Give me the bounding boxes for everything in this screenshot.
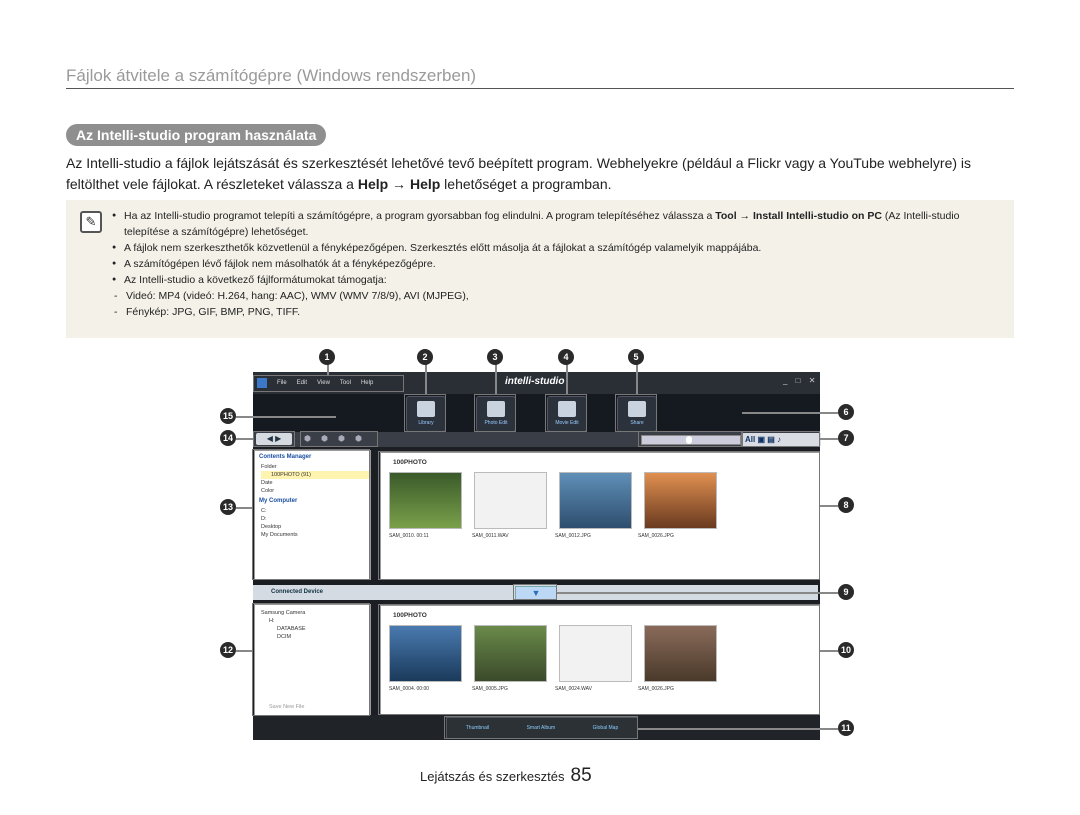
leader-15 (236, 416, 336, 418)
tree-my-documents[interactable]: My Documents (261, 532, 298, 538)
callout-5: 5 (628, 349, 644, 365)
note-item-2: ● A fájlok nem szerkeszthetők közvetlenül a fényképezőgépen. Szerkesztés előtt másolja át a fájlokat a számítógép valamelyik mappájába. (112, 240, 1002, 256)
leader-9 (557, 592, 838, 594)
leader-8 (820, 505, 838, 507)
tree-100photo[interactable]: 100PHOTO (91) (261, 471, 370, 479)
caption-top-1: SAM_0010. 00:11 (389, 533, 429, 539)
frame-device-tree (252, 603, 370, 716)
caption-bottom-4: SAM_0026.JPG (638, 686, 674, 692)
leader-13 (236, 507, 252, 509)
frame-nav-arrows (253, 431, 295, 447)
share-label: Share (630, 420, 644, 426)
note-item-3: ● A számítógépen lévő fájlok nem másolhatók át a fényképezőgépre. (112, 256, 1002, 272)
page-number: 85 (570, 765, 592, 786)
note-dash-1: - Videó: MP4 (videó: H.264, hang: AAC), WMV (WMV 7/8/9), AVI (MJPEG), (112, 288, 1002, 304)
intro-arrow: → (388, 176, 410, 192)
tree-dcim[interactable]: DCIM (277, 634, 292, 640)
callout-2: 2 (417, 349, 433, 365)
leader-4 (566, 361, 568, 394)
collapse-down-button[interactable]: ▼ (515, 586, 557, 600)
caption-top-4: SAM_0026.JPG (638, 533, 674, 539)
callout-7: 7 (838, 430, 854, 446)
note-item-1 (112, 208, 1002, 240)
menu-file[interactable]: File (277, 380, 287, 386)
contents-manager-title: Contents Manager (259, 454, 312, 460)
thumbnail-view-button[interactable]: Thumbnail (465, 725, 490, 731)
back-forward-buttons[interactable]: ◀ ▶ (256, 433, 292, 445)
callout-10: 10 (838, 642, 854, 658)
intro-text-2: lehetőséget a programban. (440, 176, 612, 192)
library-label: Library (418, 420, 434, 426)
app-brand-logo: intelli-studio (505, 376, 565, 387)
menu-help[interactable]: Help (360, 380, 374, 386)
frame-slider (638, 431, 742, 447)
callout-6: 6 (838, 404, 854, 420)
my-computer-title: My Computer (259, 498, 298, 504)
window-controls[interactable]: _ □ ✕ (783, 376, 819, 385)
frame-movie-edit (545, 394, 587, 432)
note-1-text-a: Ha az Intelli-studio programot telepíti a számítógépre, a program gyorsabban fog elindulni. A program telepítéséhez válassza a (124, 210, 716, 222)
page-header-title: Fájlok átvitele a számítógépre (Windows rendszerben) (66, 66, 477, 85)
callout-15: 15 (220, 408, 236, 424)
note-1-tool: Tool (715, 210, 737, 222)
tool-row (253, 394, 820, 432)
pc-folder-title: 100PHOTO (393, 459, 427, 466)
tree-desktop[interactable]: Desktop (261, 524, 282, 530)
callout-4: 4 (558, 349, 574, 365)
callout-12: 12 (220, 642, 236, 658)
caption-bottom-3: SAM_0024.WAV (555, 686, 592, 692)
tree-folder[interactable]: Folder (261, 464, 277, 470)
leader-10 (820, 650, 838, 652)
callout-9: 9 (838, 584, 854, 600)
tree-drive-h[interactable]: H: (269, 618, 275, 624)
note-dash-2: - Fénykép: JPG, GIF, BMP, PNG, TIFF. (112, 304, 1002, 320)
caption-bottom-2: SAM_0005.JPG (472, 686, 508, 692)
frame-right-pane (378, 451, 820, 580)
leader-5 (636, 361, 638, 394)
connected-device-bar: Connected Device (253, 585, 818, 600)
callout-14: 14 (220, 430, 236, 446)
file-type-filters[interactable]: All ▣ ▤ ♪ (742, 433, 821, 446)
frame-nav-icons (300, 431, 378, 447)
header-divider (66, 88, 1014, 89)
note-1-install: Install Intelli-studio on PC (752, 210, 882, 222)
note-pencil-icon: ✎ (80, 211, 102, 233)
frame-view-buttons (444, 716, 638, 739)
intro-paragraph (66, 153, 1012, 195)
caption-top-3: SAM_0012.JPG (555, 533, 591, 539)
menu-view[interactable]: View (317, 380, 330, 386)
note-item-4: ● Az Intelli-studio a következő fájlformátumokat támogatja: (112, 272, 1002, 288)
caption-top-2: SAM_0011.WAV (472, 533, 509, 539)
intro-text-1: Az Intelli-studio a fájlok lejátszását és szerkesztését lehetővé tevő beépített program. Webhelyekre (például a Flickr vagy a YouTube webhelyre) is feltölthet vele fájlokat. A részleteket válassza a (66, 155, 972, 192)
frame-menu (253, 375, 404, 392)
tree-drive-d[interactable]: D: (261, 516, 267, 522)
smart-album-button[interactable]: Smart Album (526, 725, 556, 731)
tree-date[interactable]: Date (261, 480, 273, 486)
tree-color[interactable]: Color (261, 488, 275, 494)
note-list (112, 208, 1002, 320)
save-new-file-button[interactable]: Save New File (269, 704, 305, 710)
menu-tool[interactable]: Tool (339, 380, 351, 386)
leader-3 (495, 361, 497, 394)
frame-left-pane (252, 449, 370, 580)
intro-help-2: Help (409, 176, 441, 192)
note-1-arrow: → (736, 210, 753, 222)
global-map-button[interactable]: Global Map (592, 725, 619, 731)
footer-label: Lejátszás és szerkesztés (420, 769, 565, 784)
leader-14 (236, 438, 253, 440)
nav-action-icons[interactable]: ⬢⬢⬢⬢ (304, 434, 372, 443)
movie-edit-label: Movie Edit (555, 420, 579, 426)
menu-edit[interactable]: Edit (296, 380, 308, 386)
frame-share (615, 394, 657, 432)
callout-8: 8 (838, 497, 854, 513)
tree-samsung-camera[interactable]: Samsung Camera (261, 610, 306, 616)
callout-1: 1 (319, 349, 335, 365)
filter-all[interactable]: All (745, 435, 756, 444)
note-1-text-b: (Az Intelli-studio telepítése a számítógépre) lehetőséget. (124, 210, 960, 238)
caption-bottom-1: SAM_0004. 00:00 (389, 686, 430, 692)
tree-database[interactable]: DATABASE (277, 626, 306, 632)
frame-library (404, 394, 446, 432)
frame-filters (742, 431, 820, 447)
intro-help-1: Help (357, 176, 389, 192)
photo-edit-label: Photo Edit (484, 420, 508, 426)
leader-12 (236, 650, 252, 652)
frame-photo-edit (474, 394, 516, 432)
leader-6 (742, 412, 838, 414)
callout-11: 11 (838, 720, 854, 736)
section-title-pill: Az Intelli-studio program használata (66, 124, 326, 146)
tree-drive-c[interactable]: C: (261, 508, 267, 514)
leader-11 (638, 728, 838, 730)
frame-collapse (513, 584, 557, 600)
callout-13: 13 (220, 499, 236, 515)
leader-7 (820, 438, 838, 440)
page-footer (420, 765, 592, 787)
leader-2 (425, 361, 427, 394)
callout-3: 3 (487, 349, 503, 365)
frame-device-pane (378, 604, 820, 715)
device-folder-title: 100PHOTO (393, 612, 427, 619)
